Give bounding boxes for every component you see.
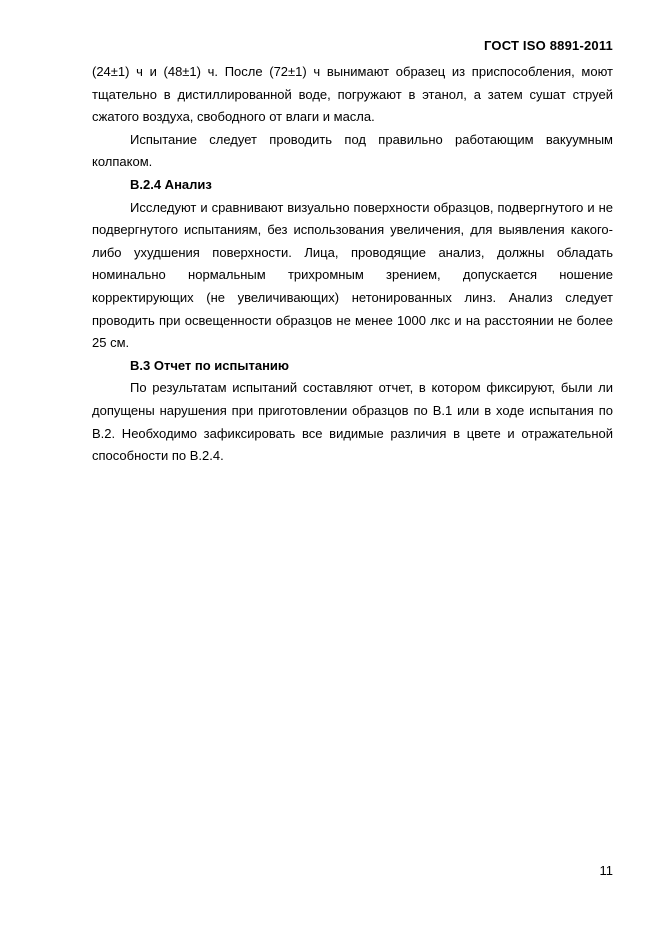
paragraph-analysis: Исследуют и сравнивают визуально поверхности образцов, подвергнутого и не подвергнутого испытаниям, без использования увеличения, для выявления какого-либо ухудшения поверхности. Лица, проводящие анализ, должны обладать номинально нормальным трихромным зрением, допускается ношение корректирующих (не увеличивающих) нетонированных линз. Анализ следует проводить при освещенности образцов не менее 1000 лкс и на расстоянии не более 25 см.	[92, 199, 613, 351]
document-code-header: ГОСТ ISO 8891-2011	[484, 38, 613, 53]
paragraph-vacuum-hood: Испытание следует проводить под правильно работающим вакуумным колпаком.	[92, 131, 613, 170]
document-body	[92, 61, 613, 468]
section-heading-b3: В.3 Отчет по испытанию	[130, 357, 290, 373]
paragraph-continuation: (24±1) ч и (48±1) ч. После (72±1) ч вынимают образец из приспособления, моют тщательно в дистиллированной воде, погружают в этанол, а затем сушат струей сжатого воздуха, свободного от влаги и масла.	[92, 64, 613, 125]
page-number: 11	[599, 863, 613, 878]
section-heading-b24: В.2.4 Анализ	[130, 176, 212, 192]
paragraph-test-report: По результатам испытаний составляют отчет, в котором фиксируют, были ли допущены нарушения при приготовлении образцов по В.1 или в ходе испытания по В.2. Необходимо зафиксировать все видимые различия в цвете и отражательной способности по В.2.4.	[92, 380, 613, 464]
